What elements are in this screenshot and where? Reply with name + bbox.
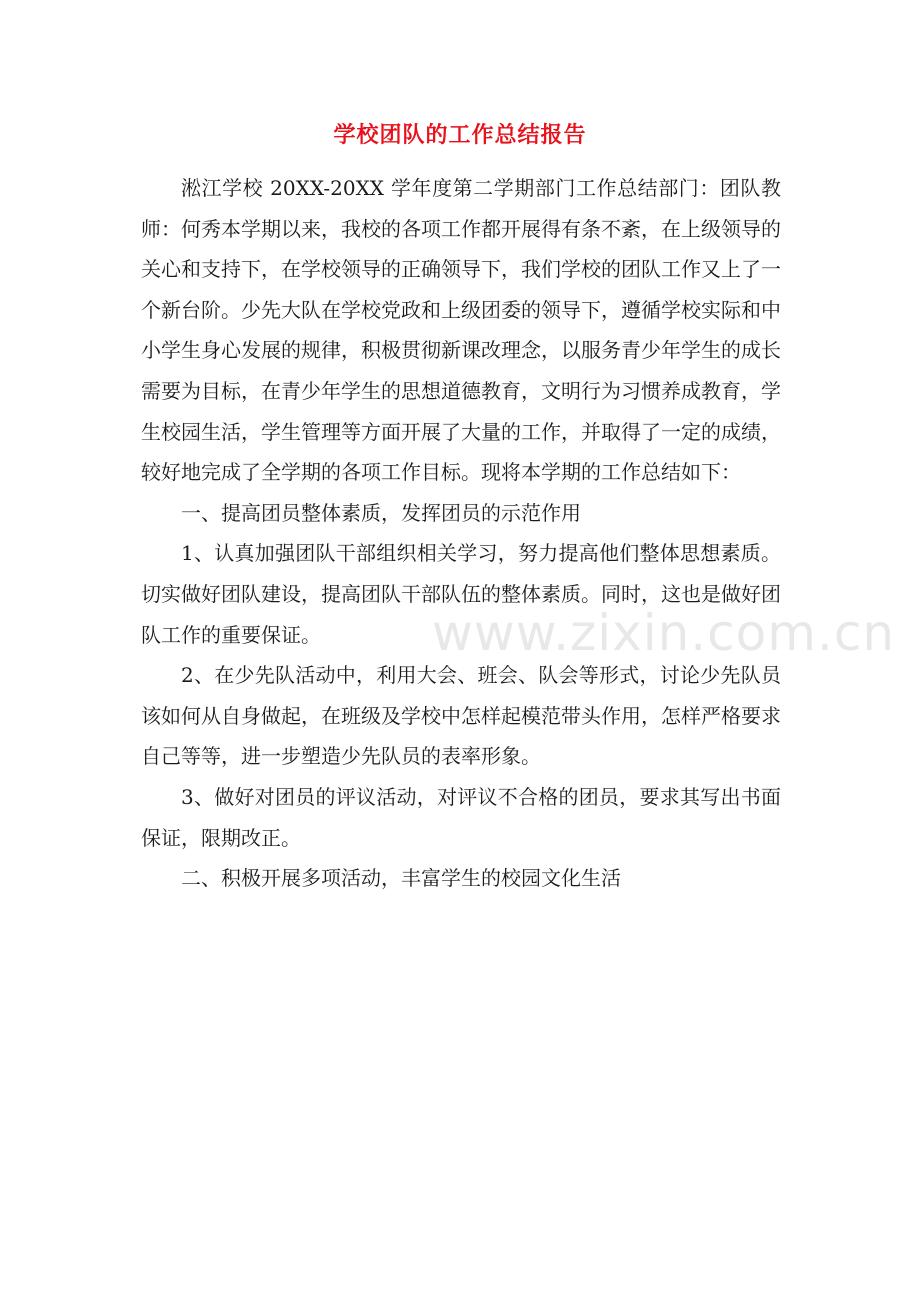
document-body bbox=[141, 168, 781, 899]
watermark: www.zixin.com.cn bbox=[432, 604, 896, 662]
item-paragraph-2: 2、在少先队活动中，利用大会、班会、队会等形式，讨论少先队员该如何从自身做起，在班级及学校中怎样起模范带头作用，怎样严格要求自己等等，进一步塑造少先队员的表率形象。 bbox=[141, 663, 781, 769]
item-paragraph-3: 3、做好对团员的评议活动，对评议不合格的团员，要求其写出书面保证，限期改正。 bbox=[141, 784, 781, 850]
intro-paragraph: 淞江学校 20XX-20XX 学年度第二学期部门工作总结部门：团队教师：何秀本学期以来，我校的各项工作都开展得有条不紊，在上级领导的关心和支持下，在学校领导的正确领导下，我们学校的团队工作又上了一个新台阶。少先大队在学校党政和上级团委的领导下，遵循学校实际和中小学生身心发展的规律，积极贯彻新课改理念，以服务青少年学生的成长需要为目标，在青少年学生的思想道德教育，文明行为习惯养成教育，学生校园生活，学生管理等方面开展了大量的工作，并取得了一定的成绩，较好地完成了全学期的各项工作目标。现将本学期的工作总结如下： bbox=[141, 176, 781, 485]
section-heading-2: 二、积极开展多项活动，丰富学生的校园文化生活 bbox=[181, 866, 621, 891]
document-title: 学校团队的工作总结报告 bbox=[333, 122, 587, 148]
item-paragraph-1: 1、认真加强团队干部组织相关学习，努力提高他们整体思想素质。切实做好团队建设，提高团队干部队伍的整体素质。同时，这也是做好团队工作的重要保证。 bbox=[141, 541, 781, 647]
section-heading-1: 一、提高团员整体素质，发挥团员的示范作用 bbox=[181, 500, 581, 525]
